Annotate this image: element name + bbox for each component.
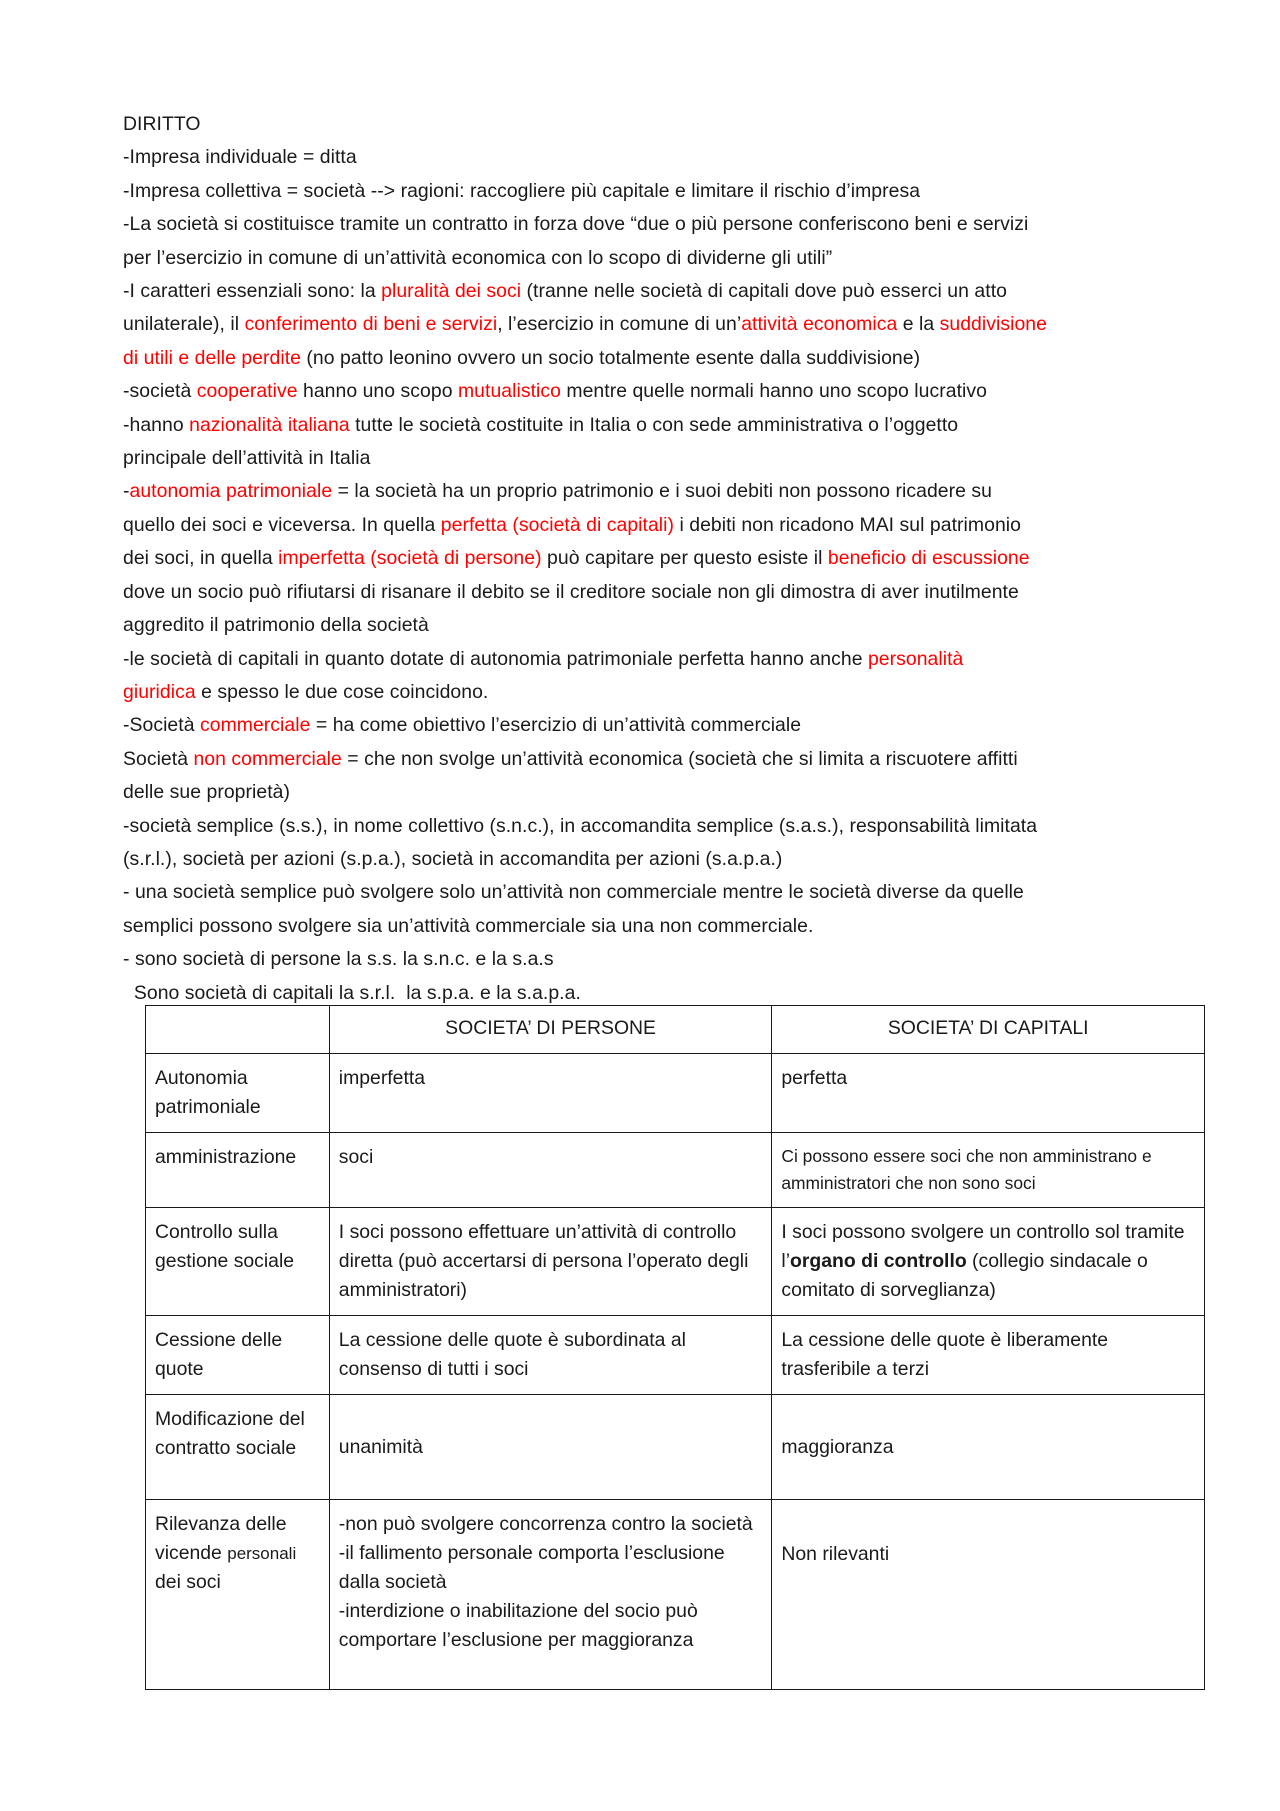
cell-capitali: Non rilevanti <box>772 1500 1205 1690</box>
highlight-conferimento: conferimento di beni e servizi <box>244 313 498 336</box>
cell-capitali: Ci possono essere soci che non amministrano e amministratori che non sono soci <box>772 1133 1205 1208</box>
line-commerciale: -Società commerciale = ha come obiettivo l’esercizio di un’attività commerciale <box>123 714 802 737</box>
bold-organo-controllo: organo di controllo <box>790 1250 967 1272</box>
line-non-commerciale: Società non commerciale = che non svolge un’attività economica (società che si limita a riscuotere affitti <box>123 747 1018 770</box>
line-non-commerciale-cont: delle sue proprietà) <box>123 781 290 804</box>
highlight-personalita: personalità <box>867 647 964 670</box>
line-nazionalita-cont: principale dell’attività in Italia <box>123 447 371 470</box>
highlight-mutualistico: mutualistico <box>457 380 561 403</box>
highlight-pluralita: pluralità dei soci <box>381 280 522 303</box>
highlight-suddivisione: suddivisione <box>939 313 1047 336</box>
highlight-imperfetta: imperfetta (società di persone) <box>278 547 542 570</box>
line-caratteri: -I caratteri essenziali sono: la pluralità dei soci (tranne nelle società di capitali dove può esserci un atto <box>123 280 1007 303</box>
cell-line: -il fallimento personale comporta l’esclusione dalla società <box>338 1542 725 1593</box>
cell-persone: soci <box>329 1133 772 1208</box>
highlight-cooperative: cooperative <box>196 380 298 403</box>
line-autonomia-cont3: dove un socio può rifiutarsi di risanare il debito se il creditore sociale non gli dimostra di aver inutilmente <box>123 580 1019 603</box>
highlight-non-commerciale: non commerciale <box>193 747 342 770</box>
cell-persone: La cessione delle quote è subordinata al consenso di tutti i soci <box>329 1316 772 1395</box>
table-header-capitali: SOCIETA’ DI CAPITALI <box>772 1006 1205 1054</box>
line-caratteri-cont2: di utili e delle perdite (no patto leonino ovvero un socio totalmente esente dalla suddivisione) <box>123 346 921 369</box>
table-row <box>146 1500 1205 1690</box>
highlight-utili-perdite: di utili e delle perdite <box>123 346 301 369</box>
line-tipi-societa: -società semplice (s.s.), in nome collettivo (s.n.c.), in accomandita semplice (s.a.s.), responsabilità limitata <box>123 814 1038 837</box>
line-societa-semplice: - una società semplice può svolgere solo un’attività non commerciale mentre le società diverse da quelle <box>123 881 1024 904</box>
highlight-autonomia: autonomia patrimoniale <box>129 480 333 503</box>
document-title: DIRITTO <box>123 113 201 135</box>
table-row <box>146 1133 1205 1208</box>
line-costituzione: -La società si costituisce tramite un contratto in forza dove “due o più persone conferiscono beni e servizi <box>123 213 1029 236</box>
line-cooperative: -società cooperative hanno uno scopo mutualistico mentre quelle normali hanno uno scopo lucrativo <box>123 380 987 403</box>
line-societa-capitali: Sono società di capitali la s.r.l. la s.p.a. e la s.a.p.a. <box>123 981 581 1004</box>
line-costituzione-cont: per l’esercizio in comune di un’attività economica con lo scopo di dividerne gli utili” <box>123 246 833 269</box>
highlight-commerciale: commerciale <box>199 714 311 737</box>
cell-capitali: La cessione delle quote è liberamente trasferibile a terzi <box>772 1316 1205 1395</box>
line-autonomia-cont: quello dei soci e viceversa. In quella perfetta (società di capitali) i debiti non ricadono MAI sul patrimonio <box>123 513 1021 536</box>
table-row <box>146 1054 1205 1133</box>
row-label: Rilevanza delle vicende personali dei soci <box>146 1500 330 1690</box>
cell-persone: imperfetta <box>329 1054 772 1133</box>
line-nazionalita: -hanno nazionalità italiana tutte le società costituite in Italia o con sede amministrativa o l’oggetto <box>123 413 959 436</box>
line-autonomia: -autonomia patrimoniale = la società ha un proprio patrimonio e i suoi debiti non possono ricadere su <box>123 480 992 503</box>
cell-persone: I soci possono effettuare un’attività di controllo diretta (può accertarsi di persona l’operato degli amministratori) <box>329 1208 772 1316</box>
row-label: Cessione delle quote <box>146 1316 330 1395</box>
line-impresa-collettiva: -Impresa collettiva = società --> ragioni: raccogliere più capitale e limitare il rischio d’impresa <box>123 179 921 202</box>
table-header-row <box>146 1006 1205 1054</box>
table-row <box>146 1316 1205 1395</box>
line-caratteri-cont: unilaterale), il conferimento di beni e servizi, l’esercizio in comune di un’attività economica e la suddivisione <box>123 313 1047 336</box>
line-autonomia-cont4: aggredito il patrimonio della società <box>123 614 429 637</box>
table-row <box>146 1208 1205 1316</box>
table-row <box>146 1395 1205 1500</box>
row-label: amministrazione <box>146 1133 330 1208</box>
highlight-nazionalita: nazionalità italiana <box>189 413 350 436</box>
line-impresa-individuale: -Impresa individuale = ditta <box>123 146 357 169</box>
highlight-perfetta: perfetta (società di capitali) <box>440 513 675 536</box>
cell-capitali: I soci possono svolgere un controllo sol tramite l’organo di controllo (collegio sindacale o comitato di sorveglianza) <box>772 1208 1205 1316</box>
cell-line: -interdizione o inabilitazione del socio può comportare l’esclusione per maggioranza <box>338 1600 698 1651</box>
row-label: Controllo sulla gestione sociale <box>146 1208 330 1316</box>
line-societa-semplice-cont: semplici possono svolgere sia un’attività commerciale sia una non commerciale. <box>123 914 814 937</box>
cell-line: -non può svolgere concorrenza contro la società <box>338 1513 753 1535</box>
notes-text <box>123 108 1183 1010</box>
highlight-attivita-economica: attività economica <box>741 313 898 336</box>
comparison-table <box>145 1005 1205 1690</box>
line-tipi-societa-cont: (s.r.l.), società per azioni (s.p.a.), società in accomandita per azioni (s.a.p.a.) <box>123 847 783 870</box>
cell-capitali: perfetta <box>772 1054 1205 1133</box>
cell-persone <box>329 1500 772 1690</box>
cell-persone: unanimità <box>329 1395 772 1500</box>
table-header-empty <box>146 1006 330 1054</box>
line-personalita: -le società di capitali in quanto dotate di autonomia patrimoniale perfetta hanno anche personalità <box>123 647 964 670</box>
line-autonomia-cont2: dei soci, in quella imperfetta (società di persone) può capitare per questo esiste il beneficio di escussione <box>123 547 1030 570</box>
line-societa-persone: - sono società di persone la s.s. la s.n.c. e la s.a.s <box>123 948 554 971</box>
line-personalita-cont: giuridica e spesso le due cose coincidono. <box>123 680 489 703</box>
table-header-persone: SOCIETA’ DI PERSONE <box>329 1006 772 1054</box>
cell-capitali: maggioranza <box>772 1395 1205 1500</box>
highlight-giuridica: giuridica <box>123 680 196 703</box>
row-label: Autonomia patrimoniale <box>146 1054 330 1133</box>
row-label: Modificazione del contratto sociale <box>146 1395 330 1500</box>
highlight-beneficio: beneficio di escussione <box>827 547 1030 570</box>
